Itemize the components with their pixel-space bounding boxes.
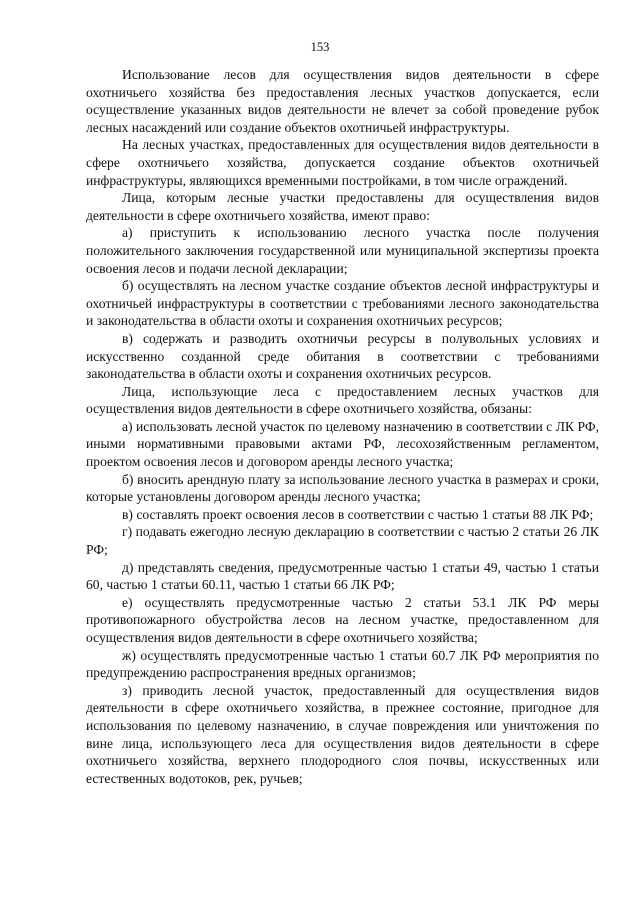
- list-item: б) вносить арендную плату за использование лесного участка в размерах и сроки, которые установлены договором аренды лесного участка;: [86, 471, 599, 505]
- list-item: а) использовать лесной участок по целевому назначению в соответствии с ЛК РФ, иными нормативными правовыми актами РФ, лесохозяйственным регламентом, проектом освоения лесов и договором аренды лесного участка;: [86, 418, 599, 470]
- list-item: е) осуществлять предусмотренные частью 2 статьи 53.1 ЛК РФ меры противопожарного обустройства лесов на лесном участке, предоставленном для осуществления видов деятельности в сфере охотничьего хозяйства;: [86, 594, 599, 645]
- list-item: ж) осуществлять предусмотренные частью 1 статьи 60.7 ЛК РФ мероприятия по предупреждению распространения вредных организмов;: [86, 647, 599, 681]
- list-item: в) содержать и разводить охотничьи ресурсы в полувольных условиях и искусственно созданной среде обитания в соответствии с требованиями законодательства в области охоты и сохранения охотничьих ресурсов.: [86, 330, 599, 382]
- page-number: 153: [310, 40, 330, 54]
- document-body: [86, 66, 599, 787]
- list-item: д) представлять сведения, предусмотренные частью 1 статьи 49, частью 1 статьи 60, частью 1 статьи 60.11, частью 1 статьи 66 ЛК РФ;: [86, 559, 599, 593]
- paragraph: Лица, использующие леса с предоставлением лесных участков для осуществления видов деятельности в сфере охотничьего хозяйства, обязаны:: [86, 383, 599, 417]
- paragraph: На лесных участках, предоставленных для осуществления видов деятельности в сфере охотничьего хозяйства, допускается создание объектов охотничьей инфраструктуры, являющихся временными постройками, в том числе ограждений.: [86, 137, 599, 188]
- list-item: б) осуществлять на лесном участке создание объектов лесной инфраструктуры и охотничьей инфраструктуры в соответствии с требованиями лесного законодательства и законодательства в области охоты и сохранения охотничьих ресурсов;: [86, 278, 599, 329]
- paragraph: Лица, которым лесные участки предоставлены для осуществления видов деятельности в сфере охотничьего хозяйства, имеют право:: [86, 190, 599, 223]
- list-item: в) составлять проект освоения лесов в соответствии с частью 1 статьи 88 ЛК РФ;: [122, 506, 594, 522]
- list-item: а) приступить к использованию лесного участка после получения положительного заключения государственной или муниципальной экспертизы проекта освоения лесов и подачи лесной декларации;: [86, 225, 599, 276]
- list-item: г) подавать ежегодно лесную декларацию в соответствии с частью 2 статьи 26 ЛК РФ;: [86, 524, 599, 558]
- list-item: з) приводить лесной участок, предоставленный для осуществления видов деятельности в сфере охотничьего хозяйства, в прежнее состояние, пригодное для использования по целевому назначению, в случае повреждения или уничтожения по вине лица, использующего леса для осуществления видов деятельности в сфере охотничьего хозяйства, верхнего плодородного слоя почвы, искусственных или естественных водотоков, рек, ручьев;: [86, 682, 599, 786]
- paragraph: Использование лесов для осуществления видов деятельности в сфере охотничьего хозяйства без предоставления лесных участков допускается, если осуществление указанных видов деятельности не влечет за собой проведение рубок лесных насаждений или создание объектов охотничьей инфраструктуры.: [86, 67, 599, 135]
